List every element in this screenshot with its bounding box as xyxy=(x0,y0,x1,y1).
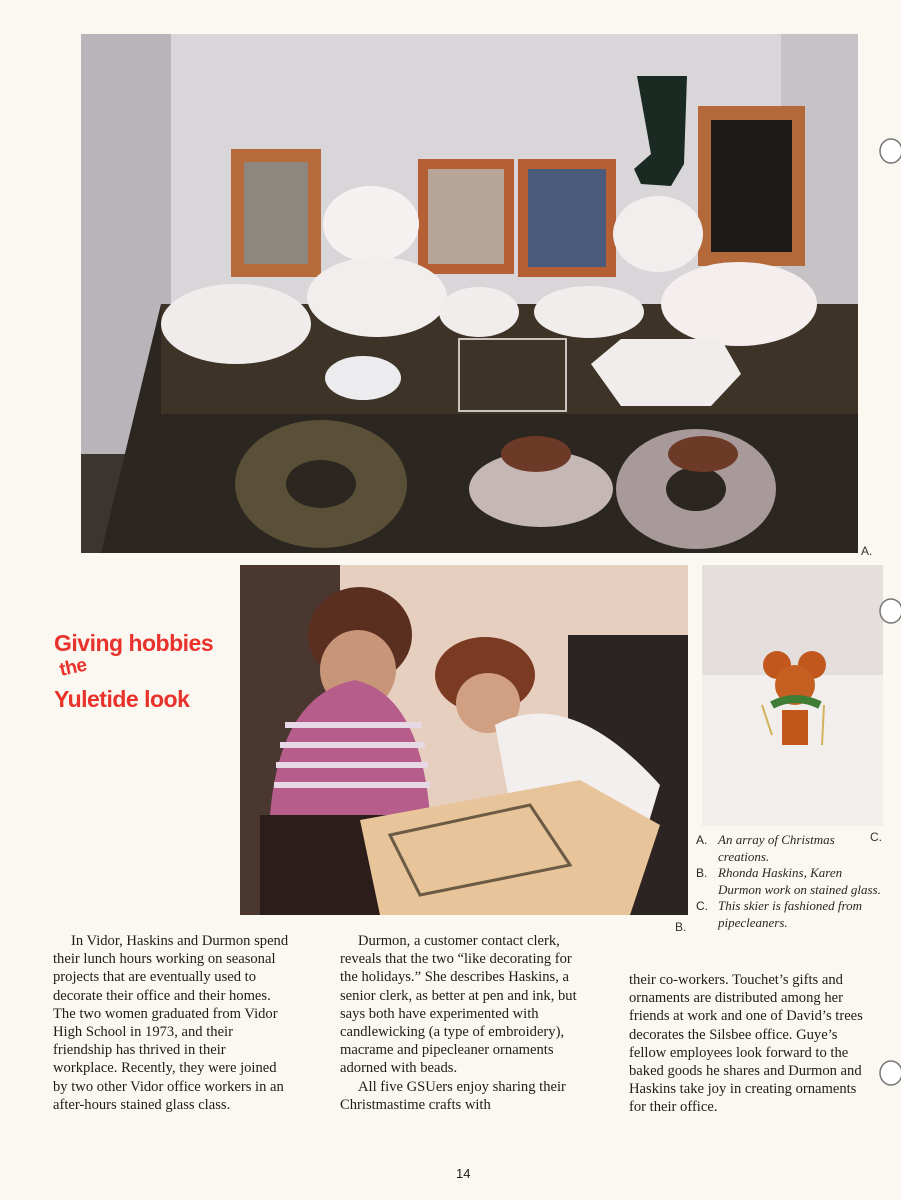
caption-c-text: This skier is fashioned from pipecleaners. xyxy=(718,898,862,930)
headline-line-3: Yuletide look xyxy=(54,686,190,712)
body-paragraph: In Vidor, Haskins and Durmon spend their lunch hours working on seasonal projects that are eventually used to decorate their office and their homes. The two women graduated from Vidor High School in 1973, and their friendship has thrived in their workplace. Recently, they were joined by two other Vidor office workers in an after-hours stained glass class. xyxy=(53,933,289,1113)
caption-c xyxy=(696,898,886,931)
photo-stained-glass-work xyxy=(240,565,688,915)
caption-c-letter: C. xyxy=(696,899,708,913)
page-number: 14 xyxy=(456,1166,471,1181)
binder-hole-icon xyxy=(877,138,901,164)
photo-a-label: A. xyxy=(861,544,873,558)
photo-b-label: B. xyxy=(675,920,687,934)
caption-a-letter: A. xyxy=(696,833,708,847)
headline-line-2: the xyxy=(57,654,89,681)
caption-a-text: An array of Christmas creations. xyxy=(718,832,835,864)
caption-b xyxy=(696,865,886,898)
article-headline xyxy=(54,628,234,714)
body-column-1 xyxy=(53,932,293,1114)
photo-christmas-creations xyxy=(81,34,858,553)
caption-a xyxy=(696,832,886,865)
photo-captions xyxy=(696,832,886,931)
body-column-3 xyxy=(629,971,869,1117)
body-column-2 xyxy=(340,932,590,1114)
body-paragraph: Durmon, a customer contact clerk, reveals that the two “like decorating for the holidays.” She describes Haskins, a senior clerk, as better at pen and ink, but says both have experimented with candlewicking (a type of embroidery), macrame and pipecleaner ornaments adorned with beads. xyxy=(340,933,577,1077)
binder-hole-icon xyxy=(877,598,901,624)
binder-hole-icon xyxy=(877,1060,901,1086)
photo-c-label: C. xyxy=(870,830,882,844)
headline-line-1: Giving hobbies xyxy=(54,630,214,656)
body-paragraph: All five GSUers enjoy sharing their Christmastime crafts with xyxy=(340,1078,566,1113)
caption-b-letter: B. xyxy=(696,866,708,880)
caption-b-text: Rhonda Haskins, Karen Durmon work on stained glass. xyxy=(718,865,881,897)
body-paragraph: their co-workers. Touchet’s gifts and ornaments are distributed among her friends at work and one of David’s trees decorates the Silsbee office. Guye’s fellow employees look forward to the baked goods he shares and Durmon and Haskins take joy in creating ornaments for their office. xyxy=(629,972,863,1116)
photo-pipecleaner-skier xyxy=(702,565,883,826)
